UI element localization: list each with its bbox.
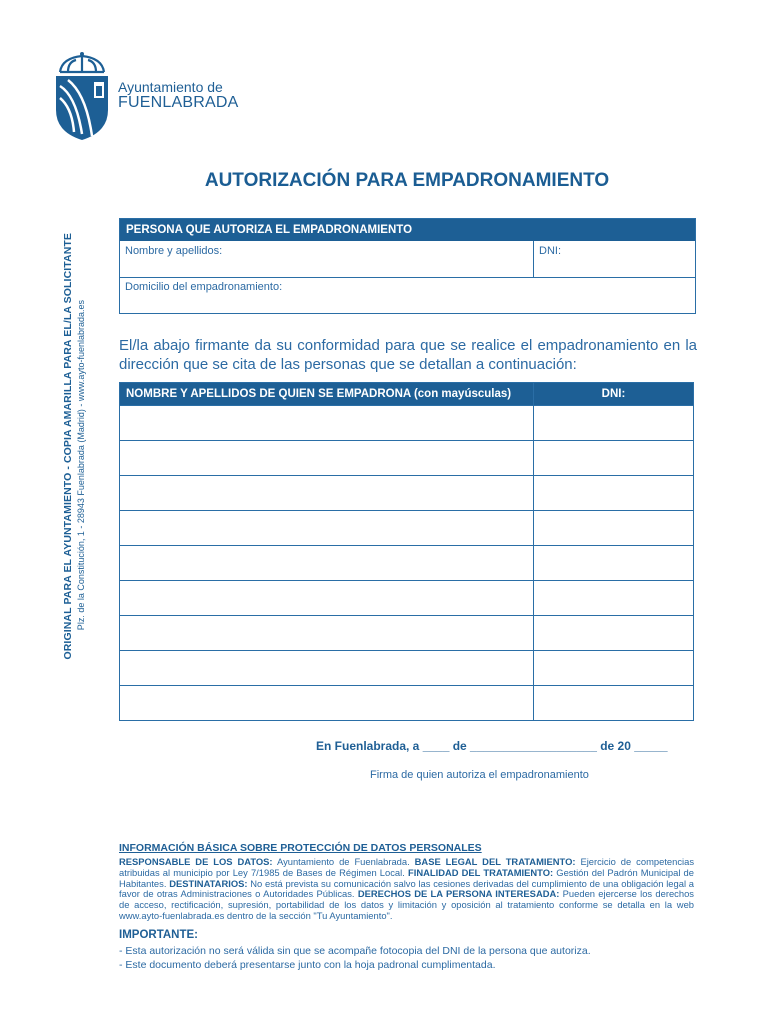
registrants-table-body (120, 406, 694, 721)
registrant-dni-cell[interactable] (534, 476, 694, 511)
registrant-dni-cell[interactable] (534, 546, 694, 581)
registrant-name-cell[interactable] (120, 686, 534, 721)
signature-label: Firma de quien autoriza el empadronamiento (370, 769, 589, 781)
authorizer-name-row (120, 241, 695, 278)
table-row (120, 616, 694, 651)
responsible-text: Ayuntamiento de Fuenlabrada. (272, 856, 415, 867)
org-line-1: Ayuntamiento de (118, 79, 223, 95)
data-protection-title: INFORMACIÓN BÁSICA SOBRE PROTECCIÓN DE DATOS PERSONALES (119, 842, 482, 854)
registrant-name-cell[interactable] (120, 406, 534, 441)
document-title: AUTORIZACIÓN PARA EMPADRONAMIENTO (204, 170, 610, 191)
rights-heading: DERECHOS DE LA PERSONA INTERESADA: (357, 888, 560, 900)
registrant-name-cell[interactable] (120, 441, 534, 476)
table-row (120, 441, 694, 476)
registrants-table (119, 382, 694, 721)
table-row (120, 686, 694, 721)
purpose-heading: FINALIDAD DEL TRATAMIENTO: (407, 866, 554, 878)
authorizer-section-header: PERSONA QUE AUTORIZA EL EMPADRONAMIENTO (120, 219, 695, 241)
authorizer-dni-field[interactable] (534, 241, 695, 277)
fuenlabrada-coat-of-arms-logo (52, 52, 112, 142)
registrant-dni-cell[interactable] (534, 441, 694, 476)
copy-distribution-note: ORIGINAL PARA EL AYUNTAMIENTO - COPIA AMARILLA PARA EL/LA SOLICITANTE (62, 233, 74, 660)
registrant-name-cell[interactable] (120, 581, 534, 616)
important-title: IMPORTANTE: (119, 929, 199, 941)
table-row (120, 546, 694, 581)
authorizer-address-field[interactable] (120, 278, 695, 313)
registrant-dni-cell[interactable] (534, 581, 694, 616)
registrant-dni-cell[interactable] (534, 651, 694, 686)
column-header-dni: DNI: (534, 383, 694, 406)
table-row (120, 581, 694, 616)
rights-text: Pueden ejercerse los derechos de acceso, rectificación, supresión, portabilidad de los datos y limitación y oposición al tratamiento conforme se detalla en la web www.ayto-fuenlabrada.es dentro de la sección "Tu Ayuntamiento". (119, 888, 694, 921)
table-row (120, 476, 694, 511)
recipients-heading: DESTINATARIOS: (169, 877, 248, 889)
registrant-dni-cell[interactable] (534, 616, 694, 651)
table-row (120, 511, 694, 546)
important-notes (119, 944, 591, 972)
registrant-name-cell[interactable] (120, 616, 534, 651)
important-note: - Este documento deberá presentarse junto con la hoja padronal cumplimentada. (119, 959, 496, 971)
registrant-name-cell[interactable] (120, 651, 534, 686)
important-note: - Esta autorización no será válida sin que se acompañe fotocopia del DNI de la persona que autoriza. (119, 945, 591, 957)
organization-name (118, 80, 238, 110)
recipients-text: No está prevista su comunicación salvo las cesiones derivadas del cumplimiento de una obligación legal a favor de otras Administraciones o Autoridades Públicas. (119, 877, 694, 900)
dni-label: DNI: (539, 245, 561, 257)
registrant-name-cell[interactable] (120, 511, 534, 546)
registrant-dni-cell[interactable] (534, 686, 694, 721)
legal-basis-text: Ejercicio de competencias atribuidas al municipio por Ley 7/1985 de Bases de Régimen Local. (119, 856, 695, 878)
address-label: Domicilio del empadronamiento: (125, 281, 283, 293)
authorizer-section (119, 218, 696, 314)
registrant-dni-cell[interactable] (534, 406, 694, 441)
registrant-dni-cell[interactable] (534, 511, 694, 546)
table-header-row (120, 383, 694, 406)
date-place-line[interactable]: En Fuenlabrada, a ____ de ___________________ de 20 _____ (316, 739, 668, 753)
purpose-text: Gestión del Padrón Municipal de Habitantes. (119, 866, 694, 889)
address-note: Plz. de la Constitución, 1 - 28943 Fuenlabrada (Madrid) - www.ayto-fuenlabrada.es (76, 299, 86, 630)
org-line-2: FUENLABRADA (118, 94, 239, 111)
registrant-name-cell[interactable] (120, 476, 534, 511)
data-protection-text (119, 857, 694, 922)
consent-statement: El/la abajo firmante da su conformidad para que se realice el empadronamiento en la dirección que se cita de las personas que se detallan a continuación: (119, 337, 697, 373)
legal-basis-heading: BASE LEGAL DEL TRATAMIENTO: (414, 856, 576, 867)
table-row (120, 651, 694, 686)
column-header-name: NOMBRE Y APELLIDOS DE QUIEN SE EMPADRONA (con mayúsculas) (120, 383, 534, 406)
responsible-heading: RESPONSABLE DE LOS DATOS: (119, 856, 273, 867)
registrant-name-cell[interactable] (120, 546, 534, 581)
authorizer-name-field[interactable] (120, 241, 534, 277)
table-row (120, 406, 694, 441)
side-margin-text (62, 233, 90, 660)
name-label: Nombre y apellidos: (125, 245, 223, 257)
